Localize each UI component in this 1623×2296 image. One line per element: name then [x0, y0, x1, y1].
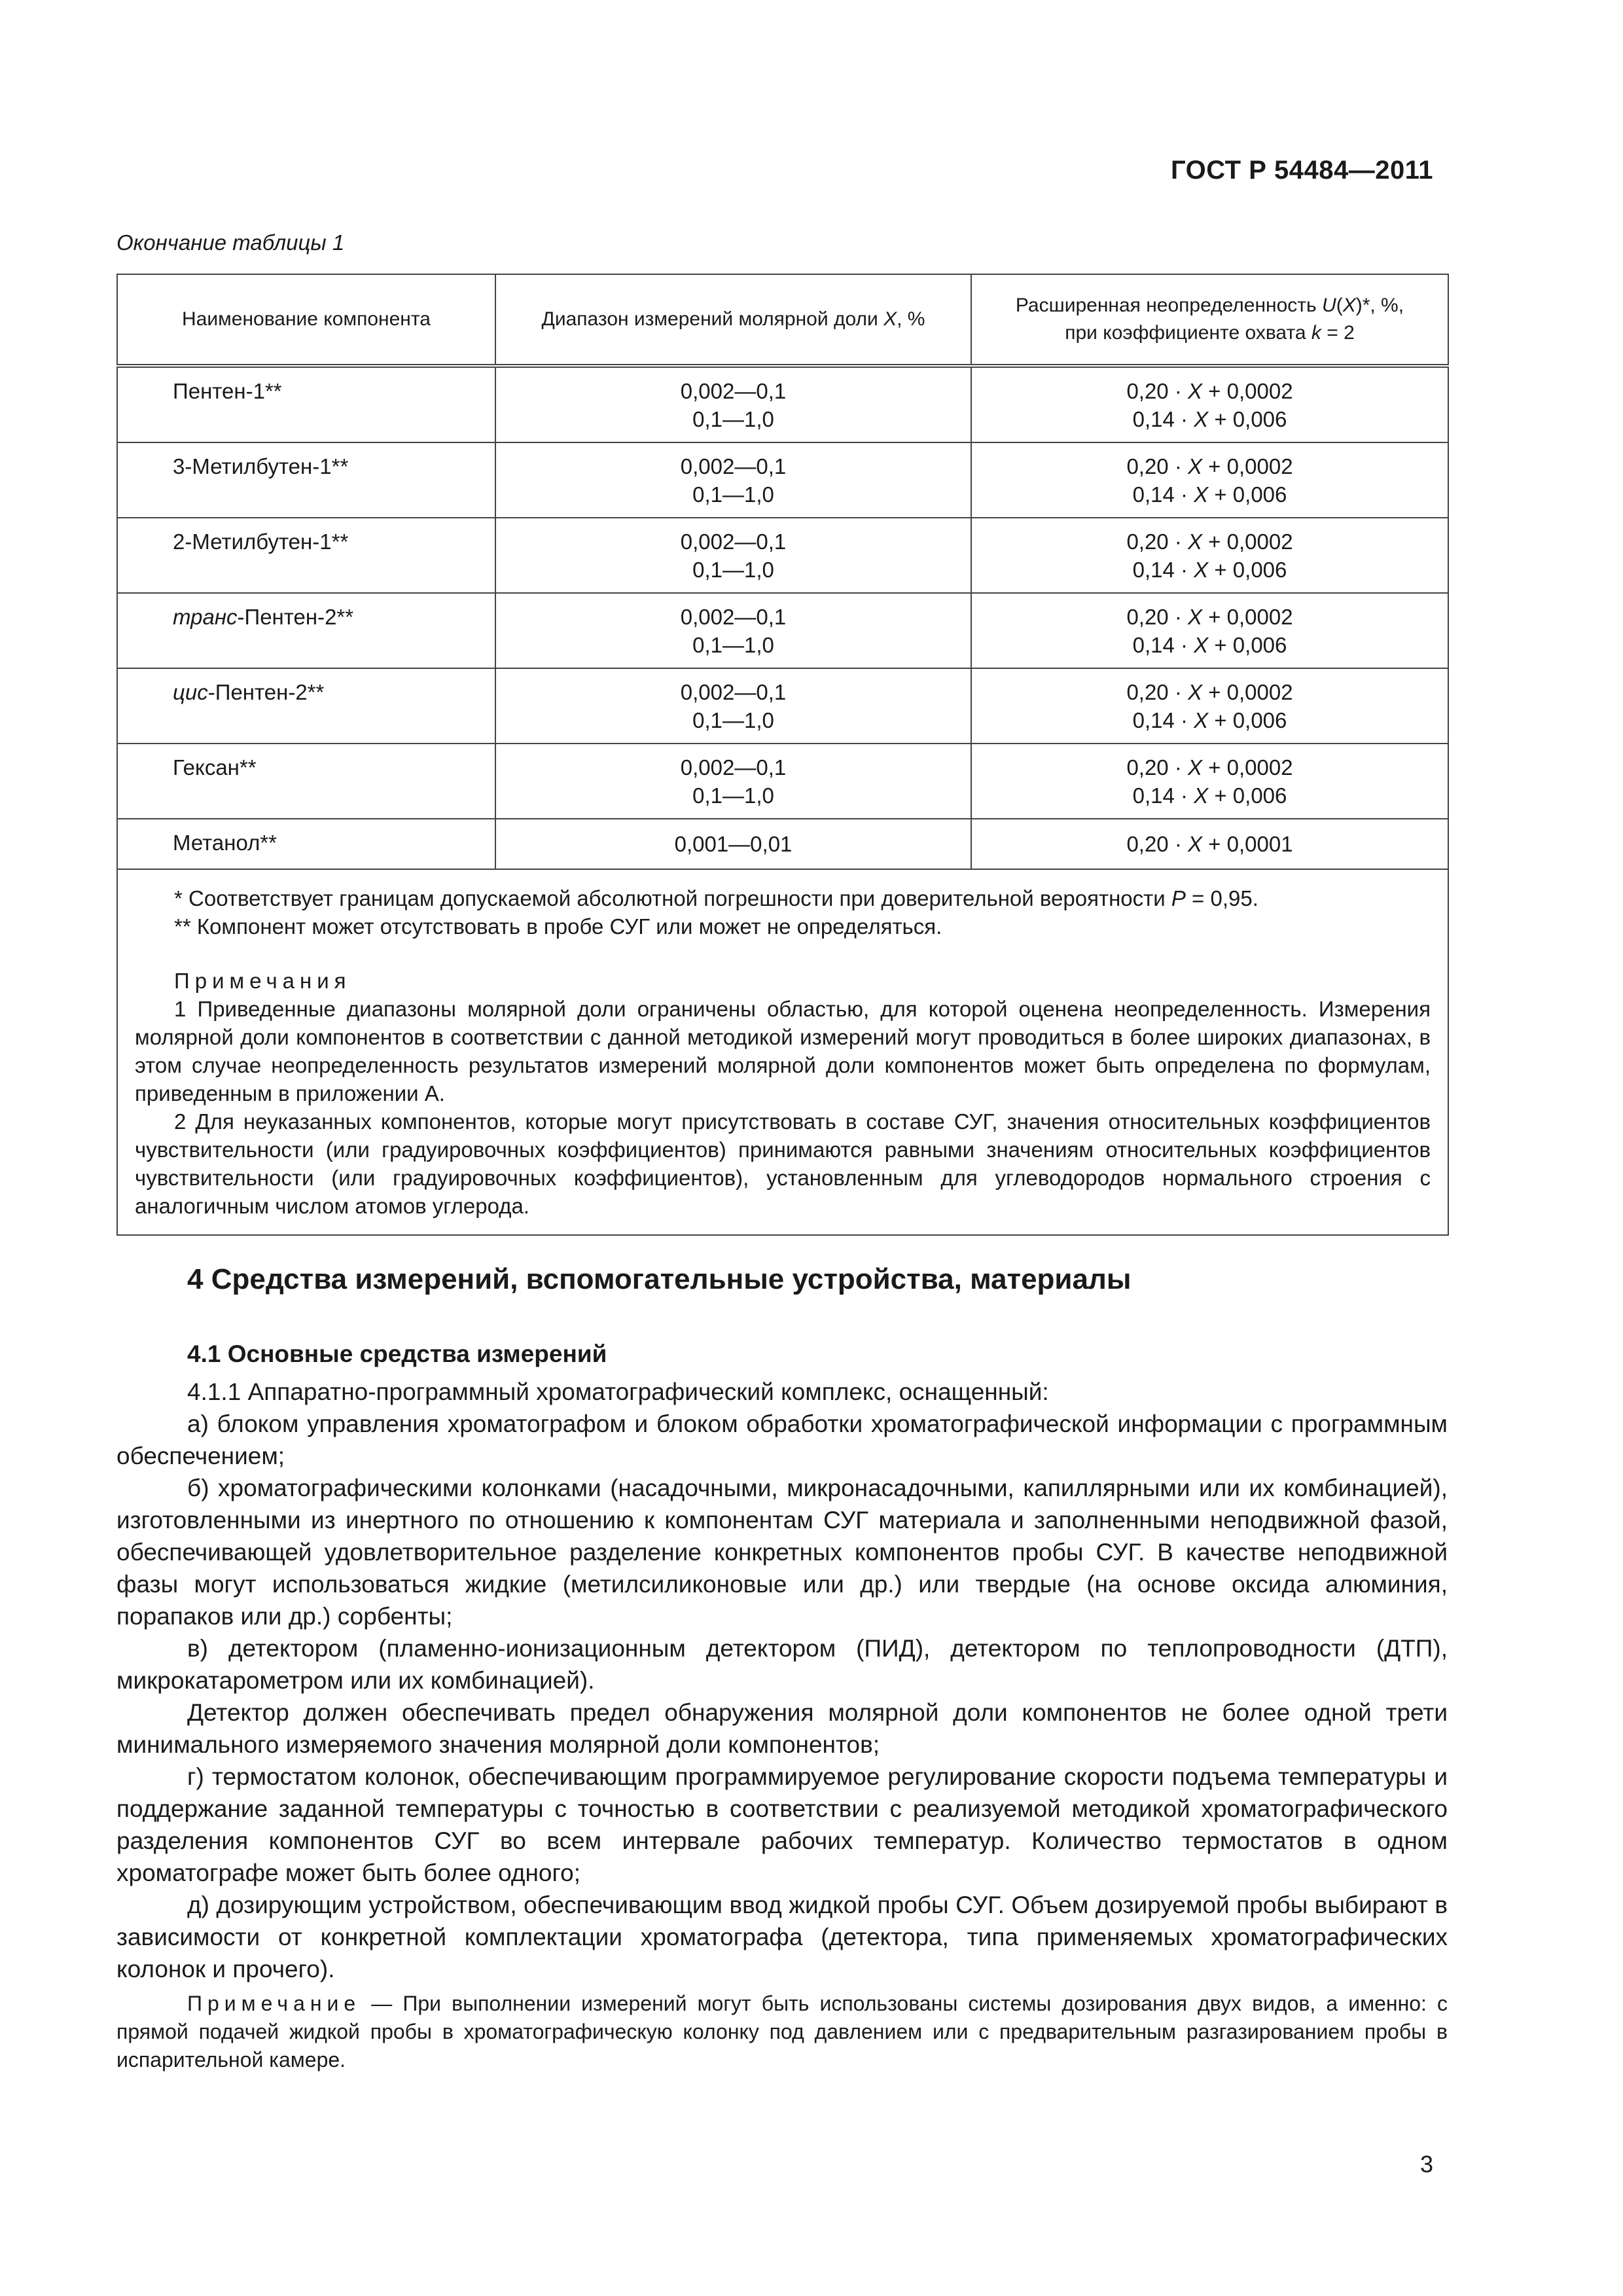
uncertainty-cell: 0,20 · X + 0,0002 0,14 · X + 0,006	[971, 668, 1448, 744]
range-cell: 0,002—0,1 0,1—1,0	[495, 366, 971, 442]
table-notes-row	[117, 869, 1448, 1235]
uncertainty-cell: 0,20 · X + 0,0002 0,14 · X + 0,006	[971, 442, 1448, 518]
header-component-name: Наименование компонента	[117, 274, 495, 366]
footnote-1: * Соответствует границам допускаемой абсолютной погрешности при доверительной вероятности P = 0,95.	[174, 886, 1258, 910]
component-name: транс-Пентен-2**	[117, 593, 495, 668]
range-cell: 0,002—0,1 0,1—1,0	[495, 518, 971, 593]
paragraph: Детектор должен обеспечивать предел обнаружения молярной доли компонентов не более одной трети минимального измеряемого значения молярной доли компонентов;	[116, 1699, 1448, 1758]
table-row	[117, 518, 1448, 593]
paragraph: д) дозирующим устройством, обеспечивающим ввод жидкой пробы СУГ. Объем дозируемой пробы выбирают в зависимости от конкретной комплектации хроматографа (детектора, типа применяемых хроматографических колонок и прочего).	[116, 1892, 1448, 1982]
table-header-row	[117, 274, 1448, 366]
standard-designation: ГОСТ Р 54484—2011	[1171, 156, 1433, 185]
note-paragraph	[116, 1990, 1448, 2074]
notes-title: Примечания	[174, 969, 351, 993]
uncertainty-cell: 0,20 · X + 0,0002 0,14 · X + 0,006	[971, 366, 1448, 442]
table-row	[117, 819, 1448, 869]
header-expanded-uncertainty: Расширенная неопределенность U(X)*, %, при коэффициенте охвата k = 2	[971, 274, 1448, 366]
section-body	[116, 1376, 1448, 1985]
paragraph: в) детектором (пламенно-ионизационным детектором (ПИД), детектором по теплопроводности (ДТП), микрокатарометром или их комбинацией).	[116, 1635, 1448, 1694]
footnote-2: ** Компонент может отсутствовать в пробе СУГ или может не определяться.	[174, 914, 942, 939]
header-measurement-range: Диапазон измерений молярной доли X, %	[495, 274, 971, 366]
section-note	[116, 1990, 1448, 2074]
uncertainty-cell: 0,20 · X + 0,0001	[971, 819, 1448, 869]
paragraph: а) блоком управления хроматографом и блоком обработки хроматографической информации с программным обеспечением;	[116, 1410, 1448, 1469]
table-caption: Окончание таблицы 1	[116, 230, 345, 255]
range-cell: 0,001—0,01	[495, 819, 971, 869]
component-name: Гексан**	[117, 744, 495, 819]
note-1: 1 Приведенные диапазоны молярной доли ограничены областью, для которой оценена неопределенность. Измерения молярной доли компонентов в соответствии с данной методикой измерений могут проводиться в более широких диапазонах, в этом случае неопределенность результатов измерений молярной доли компонентов может быть определена по формулам, приведенным в приложении А.	[135, 997, 1431, 1105]
range-cell: 0,002—0,1 0,1—1,0	[495, 744, 971, 819]
paragraph: б) хроматографическими колонками (насадочными, микронасадочными, капиллярными или их комбинацией), изготовленными из инертного по отношению к компонентам СУГ материала и заполненными неподвижной фазой, обеспечивающей удовлетворительное разделение конкретных компонентов пробы СУГ. В качестве неподвижной фазы могут использоваться жидкие (метилсиликоновые или др.) или твердые (на основе оксида алюминия, порапаков или др.) сорбенты;	[116, 1475, 1448, 1630]
uncertainty-cell: 0,20 · X + 0,0002 0,14 · X + 0,006	[971, 593, 1448, 668]
section-title: 4 Средства измерений, вспомогательные устройства, материалы	[187, 1263, 1132, 1295]
table-row	[117, 668, 1448, 744]
uncertainty-cell: 0,20 · X + 0,0002 0,14 · X + 0,006	[971, 518, 1448, 593]
table-notes	[117, 869, 1448, 1235]
component-name: 2-Метилбутен-1**	[117, 518, 495, 593]
uncertainty-cell: 0,20 · X + 0,0002 0,14 · X + 0,006	[971, 744, 1448, 819]
range-cell: 0,002—0,1 0,1—1,0	[495, 442, 971, 518]
component-name: Пентен-1**	[117, 366, 495, 442]
page-number: 3	[1419, 2151, 1433, 2178]
component-name: цис-Пентен-2**	[117, 668, 495, 744]
component-name: Метанол**	[117, 819, 495, 869]
note-text: — При выполнении измерений могут быть использованы системы дозирования двух видов, а именно: с прямой подачей жидкой пробы в хроматографическую колонку под давлением или с предварительным разгазированием пробы в испарительной камере.	[116, 1992, 1448, 2072]
component-name: 3-Метилбутен-1**	[117, 442, 495, 518]
range-cell: 0,002—0,1 0,1—1,0	[495, 668, 971, 744]
table-row	[117, 442, 1448, 518]
paragraph: г) термостатом колонок, обеспечивающим программируемое регулирование скорости подъема температуры и поддержание заданной температуры с точностью в соответствии с реализуемой методикой хроматографического разделения компонентов СУГ во всем интервале рабочих температур. Количество термостатов в одном хроматографе может быть более одного;	[116, 1763, 1448, 1886]
note-label: Примечание	[187, 1992, 361, 2015]
range-cell: 0,002—0,1 0,1—1,0	[495, 593, 971, 668]
note-2: 2 Для неуказанных компонентов, которые могут присутствовать в составе СУГ, значения относительных коэффициентов чувствительности (или градуировочных коэффициентов) принимаются равными значениям относительных коэффициентов чувствительности (или градуировочных коэффициентов), установленным для углеводородов нормального строения с аналогичным числом атомов углерода.	[135, 1109, 1431, 1218]
table-row	[117, 366, 1448, 442]
paragraph: 4.1.1 Аппаратно-программный хроматографический комплекс, оснащенный:	[187, 1378, 1049, 1405]
components-table	[116, 274, 1449, 1236]
table-row	[117, 744, 1448, 819]
subsection-title: 4.1 Основные средства измерений	[187, 1340, 607, 1367]
table-row	[117, 593, 1448, 668]
